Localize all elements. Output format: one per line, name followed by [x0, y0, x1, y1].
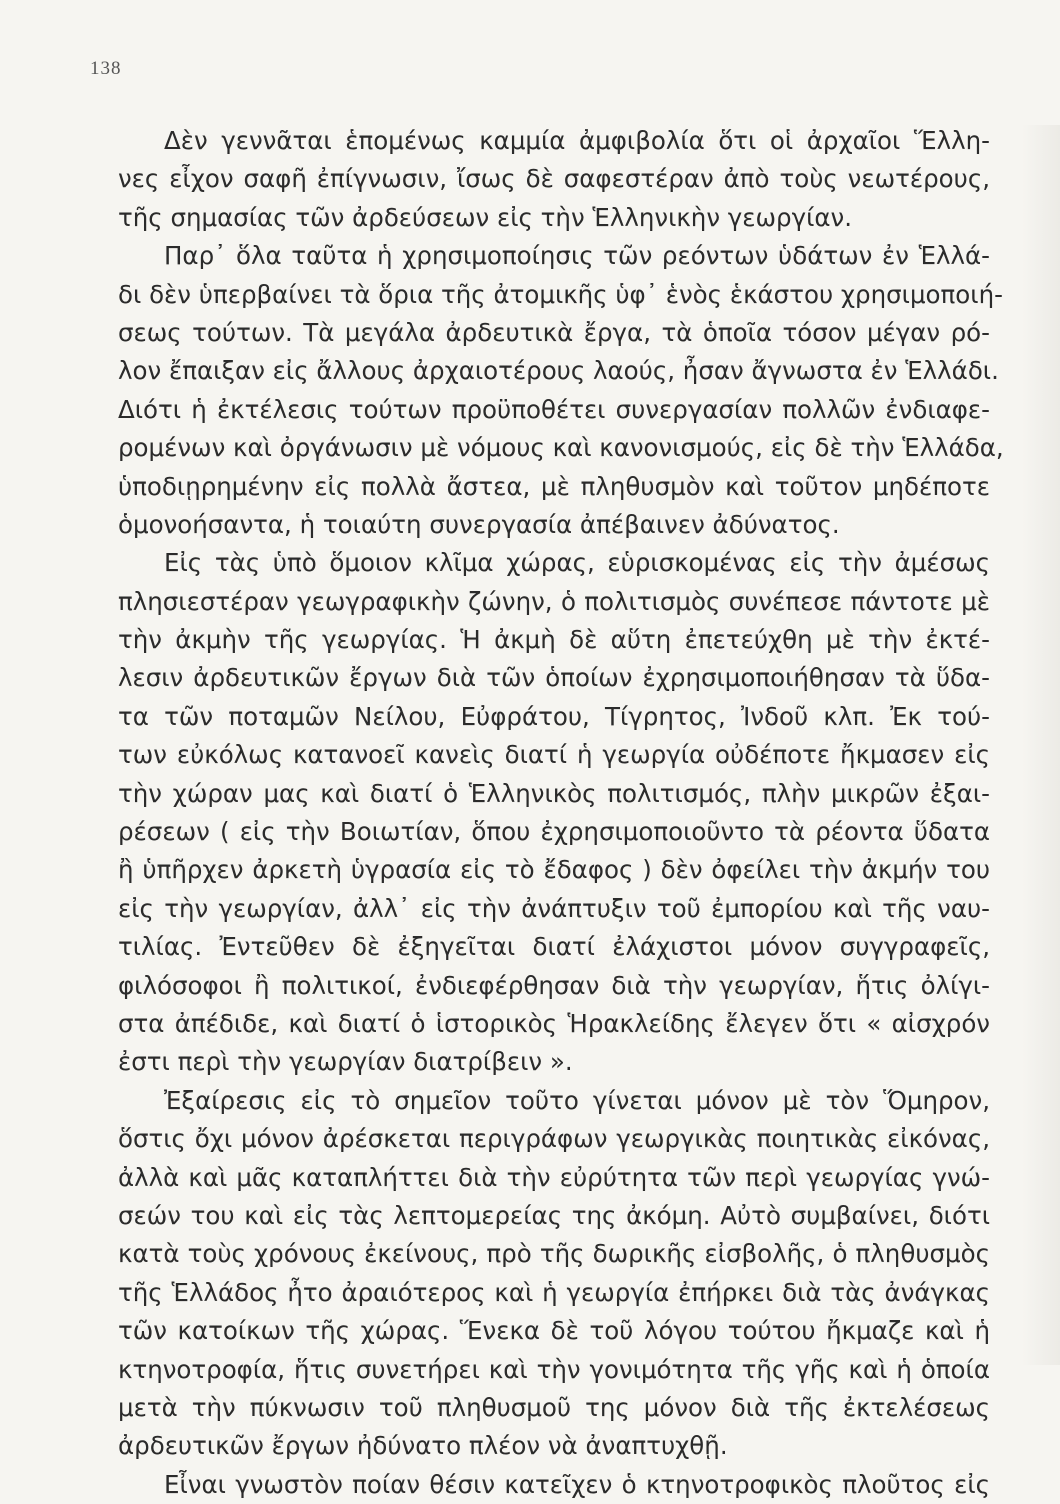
text-line: εἰς τὴν γεωργίαν, ἀλλ᾿ εἰς τὴν ἀνάπτυξιν τοῦ ἐμπορίου καὶ τῆς ναυ-	[118, 893, 990, 923]
text-line: σεως τούτων. Τὰ μεγάλα ἀρδευτικὰ ἔργα, τὰ ὁποῖα τόσον μέγαν ρό-	[118, 317, 990, 347]
text-line: τῆς σημασίας τῶν ἀρδεύσεων εἰς τὴν Ἑλληνικὴν γεωργίαν.	[118, 202, 853, 232]
text-line: λεσιν ἀρδευτικῶν ἔργων διὰ τῶν ὁποίων ἐχρησιμοποιήθησαν τὰ ὕδα-	[118, 663, 990, 693]
text-line: ὅστις ὄχι μόνον ἀρέσκεται περιγράφων γεωργικὰς ποιητικὰς εἰκόνας,	[118, 1124, 990, 1154]
text-line: τῶν κατοίκων τῆς χώρας. Ἕνεκα δὲ τοῦ λόγου τούτου ἤκμαζε καὶ ἡ	[118, 1316, 990, 1346]
text-line: κατὰ τοὺς χρόνους ἐκείνους, πρὸ τῆς δωρικῆς εἰσβολῆς, ὁ πληθυσμὸς	[118, 1239, 990, 1269]
text-line: μετὰ τὴν πύκνωσιν τοῦ πληθυσμοῦ της μόνον διὰ τῆς ἐκτελέσεως	[118, 1392, 990, 1422]
text-line: τὴν χώραν μας καὶ διατί ὁ Ἑλληνικὸς πολιτισμός, πλὴν μικρῶν ἐξαι-	[118, 778, 990, 808]
text-line: νες εἶχον σαφῆ ἐπίγνωσιν, ἴσως δὲ σαφεστέραν ἀπὸ τοὺς νεωτέρους,	[118, 164, 990, 194]
text-line: ρομένων καὶ ὀργάνωσιν μὲ νόμους καὶ κανονισμούς, εἰς δὲ τὴν Ἑλλάδα,	[118, 433, 1004, 463]
text-line: δι δὲν ὑπερβαίνει τὰ ὅρια τῆς ἀτομικῆς ὑφ᾿ ἑνὸς ἑκάστου χρησιμοποιή-	[118, 279, 1003, 309]
page-edge-shadow	[1022, 125, 1060, 1365]
text-line: τα τῶν ποταμῶν Νείλου, Εὐφράτου, Τίγρητος, Ἰνδοῦ κλπ. Ἐκ τού-	[118, 701, 990, 731]
text-line: σεών του καὶ εἰς τὰς λεπτομερείας της ἀκόμη. Αὐτὸ συμβαίνει, διότι	[118, 1200, 990, 1230]
page-number: 138	[90, 58, 122, 79]
text-line: τῆς Ἑλλάδος ἦτο ἀραιότερος καὶ ἡ γεωργία ἐπήρκει διὰ τὰς ἀνάγκας	[118, 1277, 990, 1307]
text-line: τιλίας. Ἐντεῦθεν δὲ ἐξηγεῖται διατί ἐλάχιστοι μόνον συγγραφεῖς,	[118, 932, 990, 962]
text-line: τὴν ἀκμὴν τῆς γεωργίας. Ἡ ἀκμὴ δὲ αὕτη ἐπετεύχθη μὲ τὴν ἐκτέ-	[118, 625, 990, 655]
text-line: κτηνοτροφία, ἥτις συνετήρει καὶ τὴν γονιμότητα τῆς γῆς καὶ ἡ ὁποία	[118, 1354, 990, 1384]
text-line: Εἰς τὰς ὑπὸ ὅμοιον κλῖμα χώρας, εὑρισκομένας εἰς τὴν ἀμέσως	[164, 548, 990, 578]
text-line: ρέσεων ( εἰς τὴν Βοιωτίαν, ὅπου ἐχρησιμοποιοῦντο τὰ ρέοντα ὕδατα	[118, 817, 990, 847]
text-line: ὑποδιῃρημένην εἰς πολλὰ ἄστεα, μὲ πληθυσμὸν καὶ τοῦτον μηδέποτε	[118, 471, 990, 501]
text-line: ἢ ὑπῆρχεν ἀρκετὴ ὑγρασία εἰς τὸ ἔδαφος ) δὲν ὀφείλει τὴν ἀκμήν του	[118, 855, 990, 885]
text-line: ἀλλὰ καὶ μᾶς καταπλήττει διὰ τὴν εὐρύτητα τῶν περὶ γεωργίας γνώ-	[118, 1162, 990, 1192]
text-line: Εἶναι γνωστὸν ποίαν θέσιν κατεῖχεν ὁ κτηνοτροφικὸς πλοῦτος εἰς	[164, 1469, 990, 1499]
body-text	[118, 122, 1004, 1504]
text-line: Παρ᾿ ὅλα ταῦτα ἡ χρησιμοποίησις τῶν ρεόντων ὑδάτων ἐν Ἑλλά-	[164, 241, 990, 271]
text-line: πλησιεστέραν γεωγραφικὴν ζώνην, ὁ πολιτισμὸς συνέπεσε πάντοτε μὲ	[118, 586, 990, 616]
text-line: στα ἀπέδιδε, καὶ διατί ὁ ἱστορικὸς Ἡρακλείδης ἔλεγεν ὅτι « αἰσχρόν	[118, 1008, 990, 1038]
text-line: ἀρδευτικῶν ἔργων ἠδύνατο πλέον νὰ ἀναπτυχθῇ.	[118, 1431, 728, 1461]
text-line: ὁμονοήσαντα, ἡ τοιαύτη συνεργασία ἀπέβαινεν ἀδύνατος.	[118, 509, 840, 539]
text-line: φιλόσοφοι ἢ πολιτικοί, ἐνδιεφέρθησαν διὰ τὴν γεωργίαν, ἥτις ὀλίγι-	[118, 970, 990, 1000]
text-line: Διότι ἡ ἐκτέλεσις τούτων προϋποθέτει συνεργασίαν πολλῶν ἐνδιαφε-	[118, 394, 990, 424]
text-line: των εὐκόλως κατανοεῖ κανεὶς διατί ἡ γεωργία οὐδέποτε ἤκμασεν εἰς	[118, 740, 990, 770]
text-line: Δὲν γεννᾶται ἑπομένως καμμία ἀμφιβολία ὅτι οἱ ἀρχαῖοι Ἕλλη-	[164, 126, 990, 155]
text-line: Ἐξαίρεσις εἰς τὸ σημεῖον τοῦτο γίνεται μόνον μὲ τὸν Ὅμηρον,	[164, 1085, 990, 1115]
text-line: ἐστι περὶ τὴν γεωργίαν διατρίβειν ».	[118, 1047, 573, 1077]
text-line: λον ἔπαιξαν εἰς ἄλλους ἀρχαιοτέρους λαούς, ἦσαν ἄγνωστα ἐν Ἑλλάδι.	[118, 356, 999, 386]
